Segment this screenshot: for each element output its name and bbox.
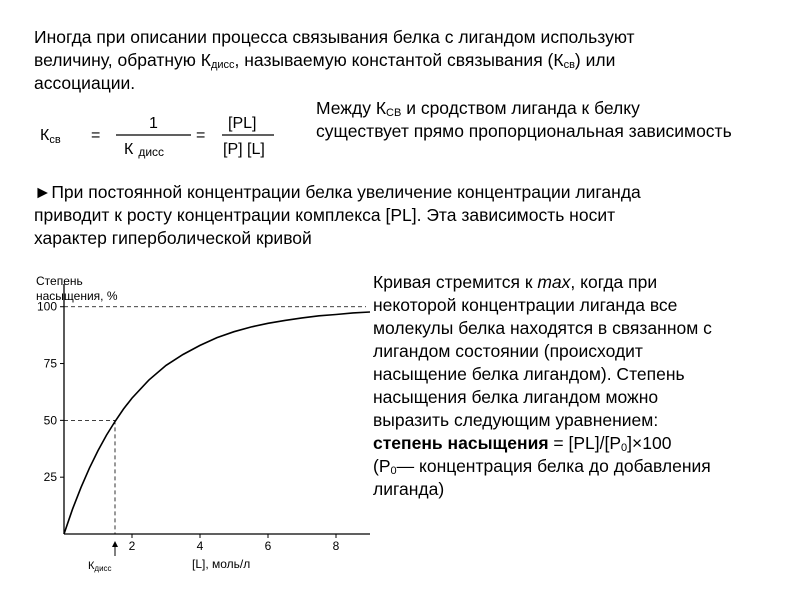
explain-line-9-sub: 0 xyxy=(390,465,397,477)
chart-y-tick-label: 75 xyxy=(43,356,57,371)
formula-denominator-2: [P] [L] xyxy=(223,141,265,158)
explain-line-1-em: max xyxy=(537,272,571,292)
chart-y-tick-label: 50 xyxy=(43,413,57,428)
explain-line-1b: , когда при xyxy=(570,272,658,292)
intro-line-2a: величину, обратную К xyxy=(34,50,211,70)
formula-equals-2: = xyxy=(196,127,206,144)
formula-den-1-main: К xyxy=(124,141,134,158)
relation-line-1-sub: СВ xyxy=(386,107,402,119)
chart-kd-label-sub: дисс xyxy=(94,564,112,573)
relation-line-2: существует прямо пропорциональная зависимость xyxy=(316,121,732,141)
formula-lhs xyxy=(40,127,61,146)
intro-line-1: Иногда при описании процесса связывания белка с лигандом используют xyxy=(34,27,635,47)
intro-line-2-sub-1: дисс xyxy=(210,59,235,71)
intro-line-2c: ) или xyxy=(574,50,616,70)
intro-line-2-sub-2: св xyxy=(563,59,575,71)
explain-line-8-bold: степень насыщения xyxy=(373,433,549,453)
lead-line-3: характер гиперболической кривой xyxy=(34,228,312,248)
formula-lhs-main: К xyxy=(40,127,50,144)
formula-equals-1: = xyxy=(91,127,101,144)
chart-kd-label-main: К xyxy=(88,560,95,572)
chart-x-tick-label: 8 xyxy=(332,539,340,553)
lead-line-1: ►При постоянной концентрации белка увеличение концентрации лиганда xyxy=(34,182,641,202)
formula-lhs-sub: св xyxy=(49,134,61,146)
explain-paragraph xyxy=(373,271,783,501)
chart-y-tick-label: 100 xyxy=(36,299,57,314)
explain-line-8-rest-a: = [PL]/[P xyxy=(548,433,622,453)
lead-line-2: приводит к росту концентрации комплекса [PL]. Эта зависимость носит xyxy=(34,205,616,225)
relation-paragraph xyxy=(316,97,796,143)
explain-line-3: молекулы белка находятся в связанном с xyxy=(373,318,712,338)
formula-denominator-1 xyxy=(124,141,164,159)
explain-line-8-sub: 0 xyxy=(621,442,628,454)
chart-x-tick-label: 2 xyxy=(128,539,136,553)
chart-kd-label xyxy=(88,560,112,573)
chart-x-tick-label: 6 xyxy=(264,539,272,553)
explain-line-8-rest-b: ]×100 xyxy=(627,433,672,453)
binding-constant-formula xyxy=(36,104,286,164)
explain-line-7: выразить следующим уравнением: xyxy=(373,410,659,430)
chart-kd-arrow-head xyxy=(112,541,118,547)
saturation-chart xyxy=(30,268,370,598)
explain-line-5: насыщение белка лигандом). Степень xyxy=(373,364,685,384)
explain-line-4: лигандом состоянии (происходит xyxy=(373,341,643,361)
chart-y-tick-label: 25 xyxy=(43,470,57,485)
relation-line-1a: Между К xyxy=(316,98,387,118)
relation-line-1b: и сродством лиганда к белку xyxy=(401,98,640,118)
chart-xlabel: [L], моль/л xyxy=(192,557,251,571)
intro-line-2b: , называемую константой связывания (К xyxy=(234,50,564,70)
lead-paragraph xyxy=(34,181,754,250)
explain-line-6: насыщения белка лигандом можно xyxy=(373,387,659,407)
intro-paragraph xyxy=(34,26,774,95)
chart-x-tick-label: 4 xyxy=(196,539,204,553)
explain-line-9b: — концентрация белка до добавления xyxy=(396,456,711,476)
explain-line-9a: (P xyxy=(373,456,391,476)
formula-numerator-2: [PL] xyxy=(228,115,257,132)
intro-line-3: ассоциации. xyxy=(34,73,136,93)
chart-ylabel-line-1: Степень xyxy=(36,274,83,288)
explain-line-10: лиганда) xyxy=(373,479,445,499)
chart-plot-area xyxy=(37,284,370,556)
formula-den-1-sub: дисс xyxy=(138,145,165,159)
formula-numerator-1: 1 xyxy=(149,115,158,132)
chart-ylabel-line-2: насыщения, % xyxy=(36,289,118,303)
explain-line-2: некоторой концентрации лиганда все xyxy=(373,295,678,315)
explain-line-1a: Кривая стремится к xyxy=(373,272,538,292)
chart-saturation-curve xyxy=(64,312,370,534)
